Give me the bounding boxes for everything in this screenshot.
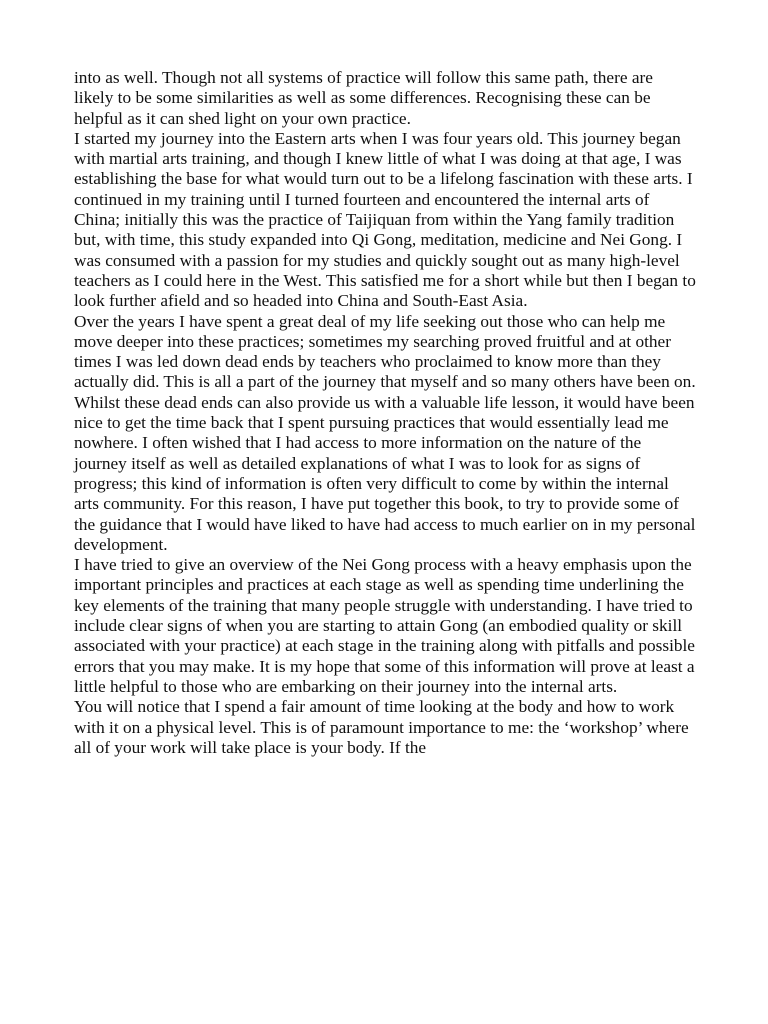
- document-page: [74, 68, 696, 758]
- paragraph-seeking-teachers: Over the years I have spent a great deal of my life seeking out those who can help me move deeper into these practices; sometimes my searching proved fruitful and at other times I was led down dead ends by teachers who proclaimed to know more than they actually did. This is all a part of the journey that myself and so many others have been on. Whilst these dead ends can also provide us with a valuable life lesson, it would have been nice to get the time back that I spent pursuing practices that would essentially lead me nowhere. I often wished that I had access to more information on the nature of the journey itself as well as detailed explanations of what I was to look for as signs of progress; this kind of information is often very difficult to come by within the internal arts community. For this reason, I have put together this book, to try to provide some of the guidance that I would have liked to have had access to much earlier on in my personal development.: [74, 311, 696, 554]
- paragraph-continuation: into as well. Though not all systems of practice will follow this same path, there are likely to be some similarities as well as some differences. Recognising these can be helpful as it can shed light on your own practice.: [74, 68, 653, 128]
- paragraph-book-overview: I have tried to give an overview of the Nei Gong process with a heavy emphasis upon the important principles and practices at each stage as well as spending time underlining the key elements of the training that many people struggle with understanding. I have tried to include clear signs of when you are starting to attain Gong (an embodied quality or skill associated with your practice) at each stage in the training along with pitfalls and possible errors that you may make. It is my hope that some of this information will prove at least a little helpful to those who are embarking on their journey into the internal arts.: [74, 555, 695, 696]
- paragraph-body-workshop: You will notice that I spend a fair amount of time looking at the body and how to work with it on a physical level. This is of paramount importance to me: the ‘workshop’ where all of your work will take place is your body. If the: [74, 697, 689, 757]
- paragraph-journey-beginning: I started my journey into the Eastern arts when I was four years old. This journey began with martial arts training, and though I knew little of what I was doing at that age, I was establishing the base for what would turn out to be a lifelong fascination with these arts. I continued in my training until I turned fourteen and encountered the internal arts of China; initially this was the practice of Taijiquan from within the Yang family tradition but, with time, this study expanded into Qi Gong, meditation, medicine and Nei Gong. I was consumed with a passion for my studies and quickly sought out as many high-level teachers as I could here in the West. This satisfied me for a short while but then I began to look further afield and so headed into China and South-East Asia.: [74, 128, 696, 311]
